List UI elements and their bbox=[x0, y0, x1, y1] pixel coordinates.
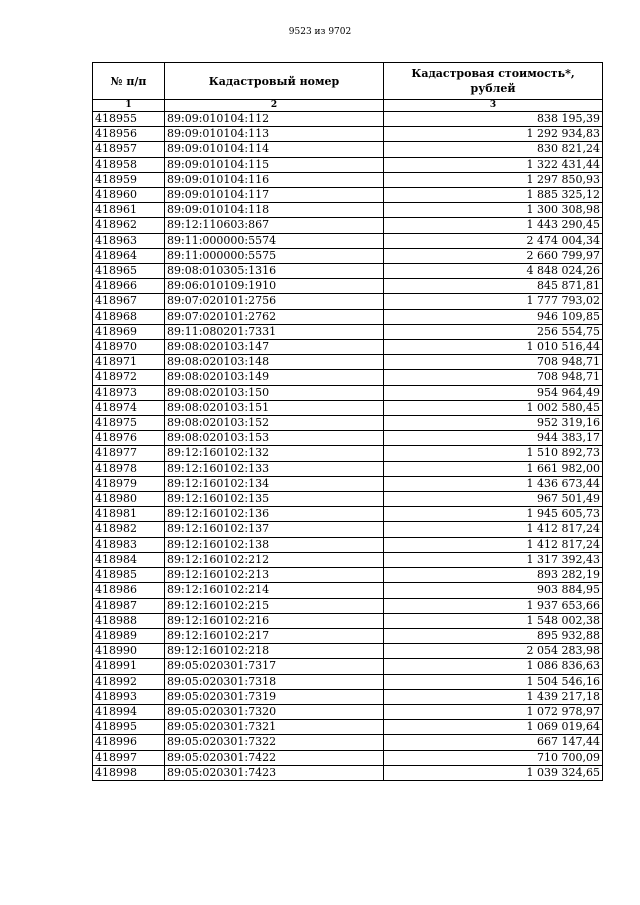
cadastral-value: 708 948,71 bbox=[384, 370, 603, 385]
column-number-2: 2 bbox=[165, 100, 384, 112]
table-row bbox=[93, 628, 603, 643]
table-row bbox=[93, 537, 603, 552]
cadastral-number: 89:12:160102:213 bbox=[165, 568, 384, 583]
table-row bbox=[93, 735, 603, 750]
table-row bbox=[93, 613, 603, 628]
cadastral-value: 710 700,09 bbox=[384, 750, 603, 765]
row-number: 418963 bbox=[93, 233, 165, 248]
row-number: 418981 bbox=[93, 507, 165, 522]
row-number: 418997 bbox=[93, 750, 165, 765]
cadastral-number: 89:06:010109:1910 bbox=[165, 279, 384, 294]
table-row bbox=[93, 142, 603, 157]
cadastral-value: 1 548 002,38 bbox=[384, 613, 603, 628]
cadastral-number: 89:08:020103:153 bbox=[165, 431, 384, 446]
row-number: 418983 bbox=[93, 537, 165, 552]
cadastral-number: 89:09:010104:115 bbox=[165, 157, 384, 172]
cadastral-value: 838 195,39 bbox=[384, 112, 603, 127]
cadastral-number: 89:05:020301:7322 bbox=[165, 735, 384, 750]
table-row bbox=[93, 446, 603, 461]
row-number: 418979 bbox=[93, 476, 165, 491]
table-row bbox=[93, 416, 603, 431]
cadastral-value: 946 109,85 bbox=[384, 309, 603, 324]
table-row bbox=[93, 172, 603, 187]
table-row bbox=[93, 264, 603, 279]
row-number: 418994 bbox=[93, 704, 165, 719]
cadastral-number: 89:05:020301:7320 bbox=[165, 704, 384, 719]
table-row bbox=[93, 279, 603, 294]
row-number: 418995 bbox=[93, 720, 165, 735]
cadastral-number: 89:12:160102:217 bbox=[165, 628, 384, 643]
cadastral-number: 89:09:010104:112 bbox=[165, 112, 384, 127]
row-number: 418967 bbox=[93, 294, 165, 309]
cadastral-value: 2 660 799,97 bbox=[384, 248, 603, 263]
cadastral-number: 89:12:160102:216 bbox=[165, 613, 384, 628]
cadastral-number: 89:12:160102:134 bbox=[165, 476, 384, 491]
header-cadastral-value bbox=[384, 63, 603, 100]
cadastral-value: 1 072 978,97 bbox=[384, 704, 603, 719]
cadastral-value: 952 319,16 bbox=[384, 416, 603, 431]
cadastral-number: 89:07:020101:2756 bbox=[165, 294, 384, 309]
row-number: 418990 bbox=[93, 644, 165, 659]
table-row bbox=[93, 157, 603, 172]
cadastral-value: 1 777 793,02 bbox=[384, 294, 603, 309]
table-row bbox=[93, 385, 603, 400]
table-row bbox=[93, 309, 603, 324]
cadastral-number: 89:09:010104:114 bbox=[165, 142, 384, 157]
table-row bbox=[93, 203, 603, 218]
row-number: 418996 bbox=[93, 735, 165, 750]
cadastral-value: 1 885 325,12 bbox=[384, 188, 603, 203]
cadastral-value: 830 821,24 bbox=[384, 142, 603, 157]
cadastral-number: 89:12:160102:137 bbox=[165, 522, 384, 537]
table-row bbox=[93, 461, 603, 476]
cadastral-value: 845 871,81 bbox=[384, 279, 603, 294]
cadastral-value: 1 661 982,00 bbox=[384, 461, 603, 476]
table-row bbox=[93, 659, 603, 674]
row-number: 418957 bbox=[93, 142, 165, 157]
row-number: 418956 bbox=[93, 127, 165, 142]
cadastral-value: 944 383,17 bbox=[384, 431, 603, 446]
cadastral-number: 89:05:020301:7319 bbox=[165, 689, 384, 704]
cadastral-value: 1 510 892,73 bbox=[384, 446, 603, 461]
row-number: 418978 bbox=[93, 461, 165, 476]
table-row bbox=[93, 750, 603, 765]
cadastral-value: 1 504 546,16 bbox=[384, 674, 603, 689]
cadastral-number: 89:12:160102:135 bbox=[165, 492, 384, 507]
row-number: 418991 bbox=[93, 659, 165, 674]
cadastral-value: 1 436 673,44 bbox=[384, 476, 603, 491]
cadastral-value: 1 297 850,93 bbox=[384, 172, 603, 187]
cadastral-number: 89:05:020301:7317 bbox=[165, 659, 384, 674]
row-number: 418986 bbox=[93, 583, 165, 598]
cadastral-value: 967 501,49 bbox=[384, 492, 603, 507]
cadastral-number: 89:11:000000:5574 bbox=[165, 233, 384, 248]
row-number: 418962 bbox=[93, 218, 165, 233]
cadastral-number: 89:05:020301:7422 bbox=[165, 750, 384, 765]
cadastral-value: 1 317 392,43 bbox=[384, 552, 603, 567]
row-number: 418971 bbox=[93, 355, 165, 370]
cadastral-number: 89:12:160102:218 bbox=[165, 644, 384, 659]
table-row bbox=[93, 127, 603, 142]
header-cadastral-value-line2: рублей bbox=[470, 82, 516, 95]
header-cadastral-value-line1: Кадастровая стоимость*, bbox=[411, 67, 575, 80]
cadastral-value: 1 002 580,45 bbox=[384, 400, 603, 415]
row-number: 418988 bbox=[93, 613, 165, 628]
cadastral-number: 89:12:160102:212 bbox=[165, 552, 384, 567]
table-row bbox=[93, 476, 603, 491]
row-number: 418964 bbox=[93, 248, 165, 263]
cadastral-value: 1 010 516,44 bbox=[384, 340, 603, 355]
cadastral-number: 89:09:010104:117 bbox=[165, 188, 384, 203]
row-number: 418959 bbox=[93, 172, 165, 187]
table-row bbox=[93, 324, 603, 339]
row-number: 418970 bbox=[93, 340, 165, 355]
cadastral-value: 1 292 934,83 bbox=[384, 127, 603, 142]
cadastral-number: 89:12:110603:867 bbox=[165, 218, 384, 233]
cadastral-value: 1 412 817,24 bbox=[384, 537, 603, 552]
table-row bbox=[93, 492, 603, 507]
column-number-3: 3 bbox=[384, 100, 603, 112]
table-row bbox=[93, 689, 603, 704]
table-row bbox=[93, 522, 603, 537]
table-row bbox=[93, 340, 603, 355]
row-number: 418984 bbox=[93, 552, 165, 567]
row-number: 418982 bbox=[93, 522, 165, 537]
table-row bbox=[93, 583, 603, 598]
row-number: 418961 bbox=[93, 203, 165, 218]
cadastral-number: 89:12:160102:133 bbox=[165, 461, 384, 476]
table-row bbox=[93, 248, 603, 263]
cadastral-value: 2 474 004,34 bbox=[384, 233, 603, 248]
cadastral-number: 89:05:020301:7423 bbox=[165, 765, 384, 780]
table-row bbox=[93, 188, 603, 203]
table-row bbox=[93, 552, 603, 567]
cadastral-value: 4 848 024,26 bbox=[384, 264, 603, 279]
row-number: 418972 bbox=[93, 370, 165, 385]
table-row bbox=[93, 355, 603, 370]
row-number: 418977 bbox=[93, 446, 165, 461]
page-number-header: 9523 из 9702 bbox=[288, 27, 352, 37]
cadastral-number: 89:09:010104:116 bbox=[165, 172, 384, 187]
cadastral-number: 89:09:010104:118 bbox=[165, 203, 384, 218]
table-row bbox=[93, 720, 603, 735]
table-row bbox=[93, 370, 603, 385]
header-row-number: № п/п bbox=[93, 63, 165, 100]
cadastral-number: 89:08:020103:151 bbox=[165, 400, 384, 415]
cadastral-value: 256 554,75 bbox=[384, 324, 603, 339]
cadastral-value: 1 322 431,44 bbox=[384, 157, 603, 172]
row-number: 418980 bbox=[93, 492, 165, 507]
cadastral-value: 1 039 324,65 bbox=[384, 765, 603, 780]
cadastral-number: 89:08:010305:1316 bbox=[165, 264, 384, 279]
cadastral-number: 89:11:000000:5575 bbox=[165, 248, 384, 263]
table-body bbox=[93, 112, 603, 781]
cadastral-value: 893 282,19 bbox=[384, 568, 603, 583]
cadastral-value: 895 932,88 bbox=[384, 628, 603, 643]
cadastral-number: 89:07:020101:2762 bbox=[165, 309, 384, 324]
cadastral-number: 89:08:020103:150 bbox=[165, 385, 384, 400]
cadastral-value: 1 300 308,98 bbox=[384, 203, 603, 218]
cadastral-value: 1 439 217,18 bbox=[384, 689, 603, 704]
table-row bbox=[93, 233, 603, 248]
table-row bbox=[93, 644, 603, 659]
cadastral-number: 89:05:020301:7321 bbox=[165, 720, 384, 735]
cadastral-number: 89:12:160102:138 bbox=[165, 537, 384, 552]
table-header-row bbox=[93, 63, 603, 100]
row-number: 418966 bbox=[93, 279, 165, 294]
row-number: 418960 bbox=[93, 188, 165, 203]
cadastral-value: 1 069 019,64 bbox=[384, 720, 603, 735]
table-row bbox=[93, 598, 603, 613]
cadastral-number: 89:12:160102:132 bbox=[165, 446, 384, 461]
row-number: 418969 bbox=[93, 324, 165, 339]
cadastral-value: 1 443 290,45 bbox=[384, 218, 603, 233]
row-number: 418993 bbox=[93, 689, 165, 704]
cadastral-number: 89:08:020103:148 bbox=[165, 355, 384, 370]
row-number: 418965 bbox=[93, 264, 165, 279]
cadastral-value: 1 945 605,73 bbox=[384, 507, 603, 522]
row-number: 418974 bbox=[93, 400, 165, 415]
cadastral-table bbox=[92, 62, 603, 781]
row-number: 418985 bbox=[93, 568, 165, 583]
row-number: 418998 bbox=[93, 765, 165, 780]
row-number: 418975 bbox=[93, 416, 165, 431]
table-row bbox=[93, 112, 603, 127]
cadastral-number: 89:09:010104:113 bbox=[165, 127, 384, 142]
cadastral-value: 903 884,95 bbox=[384, 583, 603, 598]
cadastral-value: 1 086 836,63 bbox=[384, 659, 603, 674]
row-number: 418992 bbox=[93, 674, 165, 689]
table-row bbox=[93, 431, 603, 446]
cadastral-value: 954 964,49 bbox=[384, 385, 603, 400]
table-row bbox=[93, 704, 603, 719]
cadastral-number: 89:08:020103:152 bbox=[165, 416, 384, 431]
cadastral-value: 708 948,71 bbox=[384, 355, 603, 370]
cadastral-number: 89:12:160102:214 bbox=[165, 583, 384, 598]
table-row bbox=[93, 294, 603, 309]
table-row bbox=[93, 507, 603, 522]
cadastral-value: 2 054 283,98 bbox=[384, 644, 603, 659]
cadastral-value: 1 937 653,66 bbox=[384, 598, 603, 613]
row-number: 418968 bbox=[93, 309, 165, 324]
cadastral-number: 89:08:020103:149 bbox=[165, 370, 384, 385]
row-number: 418989 bbox=[93, 628, 165, 643]
column-numbers-row bbox=[93, 100, 603, 112]
cadastral-number: 89:05:020301:7318 bbox=[165, 674, 384, 689]
row-number: 418955 bbox=[93, 112, 165, 127]
column-number-1: 1 bbox=[93, 100, 165, 112]
cadastral-number: 89:11:080201:7331 bbox=[165, 324, 384, 339]
cadastral-value: 667 147,44 bbox=[384, 735, 603, 750]
cadastral-number: 89:12:160102:215 bbox=[165, 598, 384, 613]
row-number: 418976 bbox=[93, 431, 165, 446]
table-row bbox=[93, 674, 603, 689]
cadastral-number: 89:08:020103:147 bbox=[165, 340, 384, 355]
table-row bbox=[93, 218, 603, 233]
cadastral-number: 89:12:160102:136 bbox=[165, 507, 384, 522]
header-cadastral-number: Кадастровый номер bbox=[165, 63, 384, 100]
table-row bbox=[93, 400, 603, 415]
row-number: 418973 bbox=[93, 385, 165, 400]
table-row bbox=[93, 568, 603, 583]
row-number: 418987 bbox=[93, 598, 165, 613]
row-number: 418958 bbox=[93, 157, 165, 172]
cadastral-value: 1 412 817,24 bbox=[384, 522, 603, 537]
table-row bbox=[93, 765, 603, 780]
